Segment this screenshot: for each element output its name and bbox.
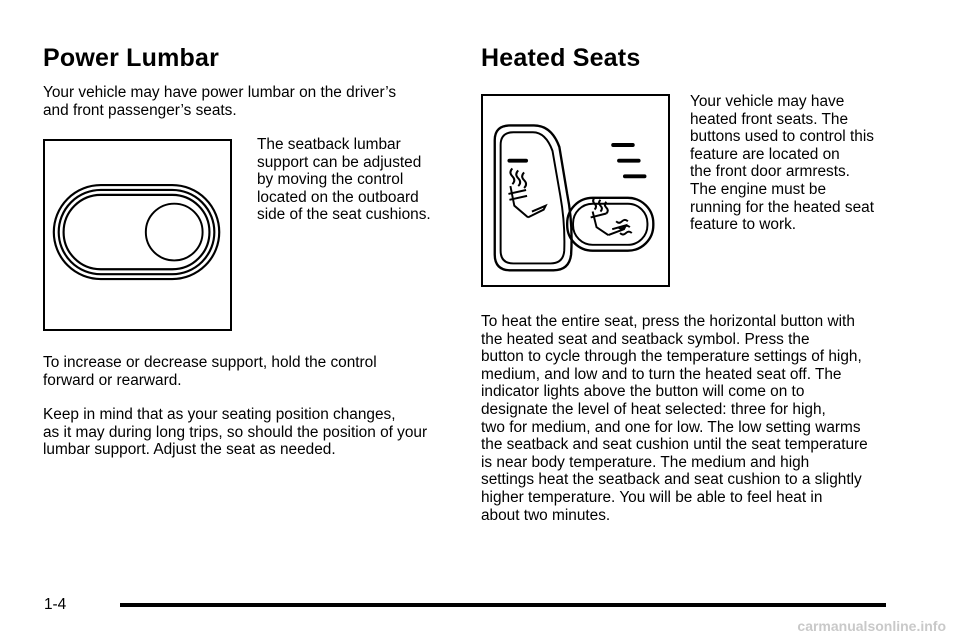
indicator-lights (613, 145, 644, 176)
lumbar-figure-caption: The seatback lumbar support can be adjusted by moving the control located on the outboard side of the seat cushions. (257, 136, 431, 224)
lumbar-control-icon (45, 141, 230, 329)
lumbar-control-figure (43, 139, 232, 331)
footer-rule (120, 603, 886, 607)
page-number: 1-4 (44, 596, 67, 613)
power-lumbar-title: Power Lumbar (43, 44, 220, 72)
power-lumbar-intro: Your vehicle may have power lumbar on the driver’s and front passenger’s seats. (43, 84, 397, 119)
watermark: carmanualsonline.info (797, 618, 946, 634)
heated-seats-title: Heated Seats (481, 44, 641, 72)
lumbar-paragraph-2: Keep in mind that as your seating position changes, as it may during long trips, so should the position of your lumbar support. Adjust the seat as needed. (43, 406, 428, 459)
seatback-heat-symbol (508, 168, 545, 217)
heated-seat-figure (481, 94, 670, 287)
heated-seats-paragraph-1: To heat the entire seat, press the horizontal button with the heated seat and seatback symbol. Press the button to cycle through the temperature settings of high, medium, and low and to turn the heated seat off. The indicator lights above the button will come on to designate the level of heat selected: three for high, two for medium, and one for low. The low setting warms the seatback and seat cushion until the seat temperature is near body temperature. The medium and high settings heat the seatback and seat cushion to a slightly higher temperature. You will be able to feel heat in about two minutes. (481, 313, 868, 524)
heated-seat-buttons-icon (483, 96, 668, 285)
heated-seat-figure-caption: Your vehicle may have heated front seats. The buttons used to control this feature are located on the front door armrests. The engine must be running for the heated seat feature to work. (690, 93, 874, 234)
lumbar-paragraph-1: To increase or decrease support, hold the control forward or rearward. (43, 354, 377, 389)
